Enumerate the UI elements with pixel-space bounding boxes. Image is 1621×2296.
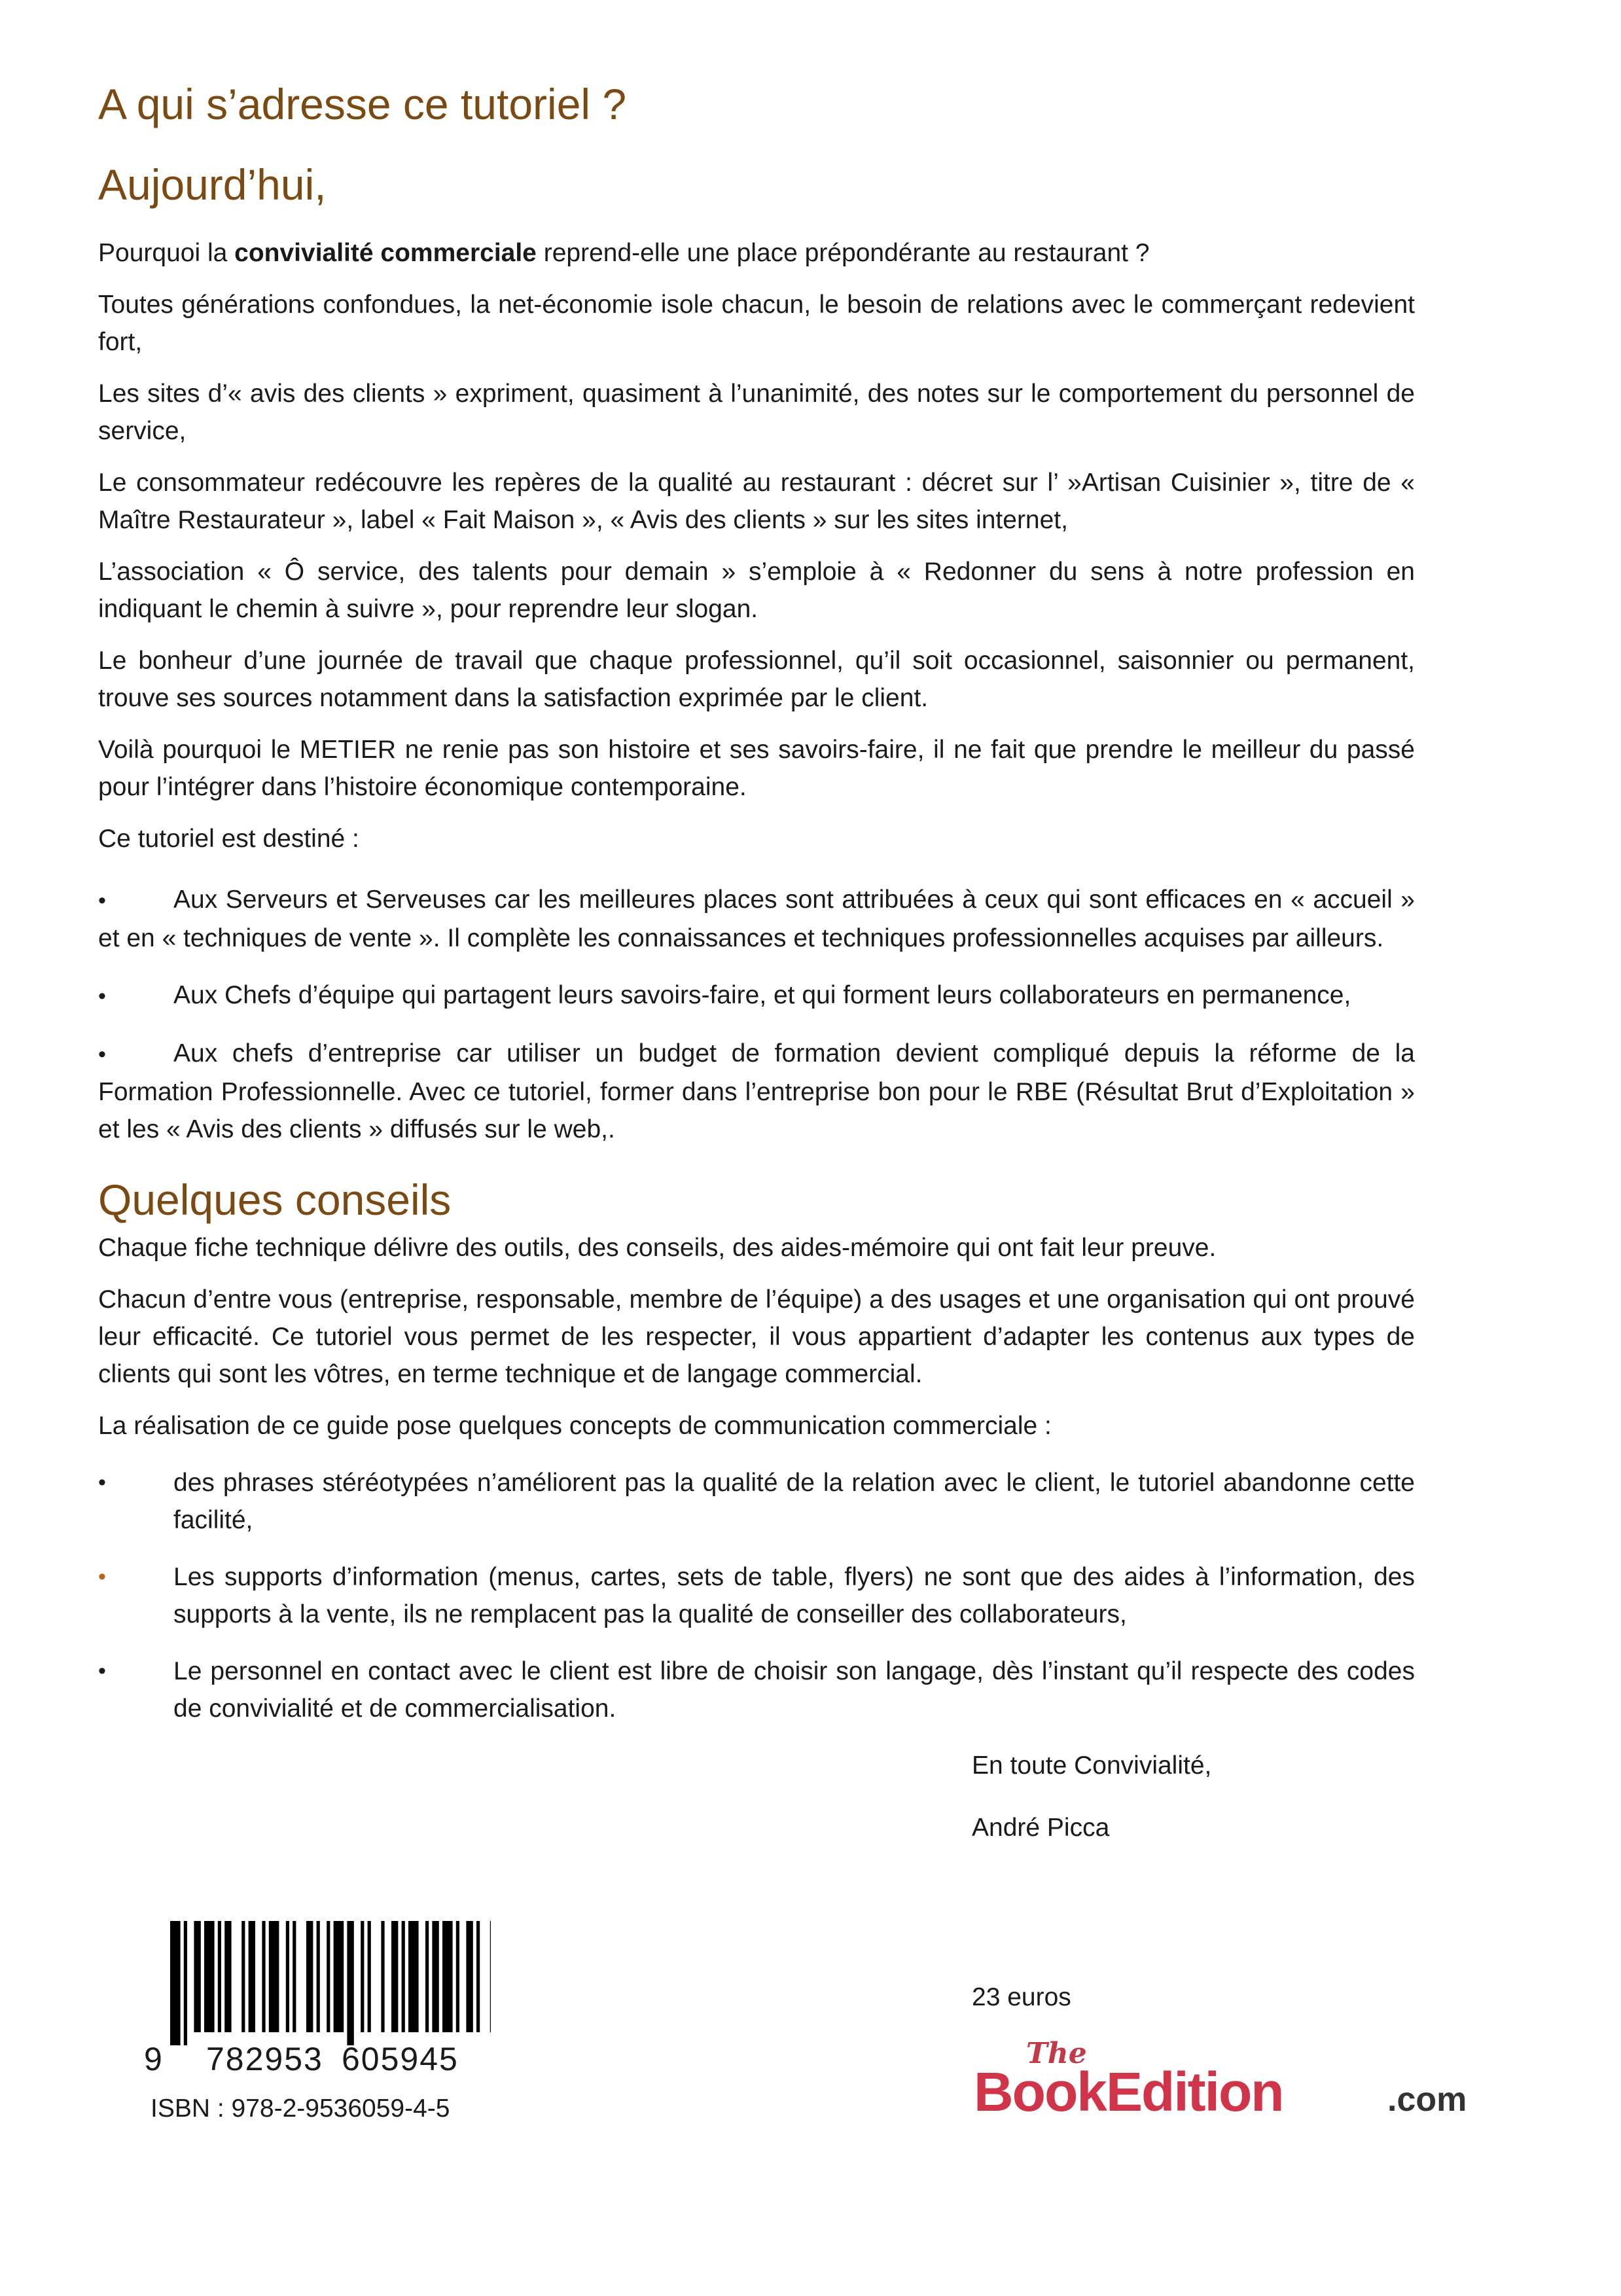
intro-text-bold: convivialité commerciale bbox=[234, 239, 537, 268]
barcode-icon bbox=[170, 1921, 491, 2045]
barcode-bar bbox=[425, 1921, 429, 2032]
list-item-text: Aux Chefs d’équipe qui partagent leurs savoirs-faire, et qui forment leurs collaborateurs en permanence, bbox=[173, 981, 1351, 1010]
paragraph: L’association « Ô service, des talents pour demain » s’emploie à « Redonner du sens à notre profession en indiquant le chemin à suivre », pour reprendre leur slogan. bbox=[98, 558, 1415, 624]
paragraph: Ce tutoriel est destiné : bbox=[98, 825, 359, 853]
paragraph: Les sites d’« avis des clients » expriment, quasiment à l’unanimité, des notes sur le comportement du personnel de service, bbox=[98, 380, 1415, 446]
barcode-bar bbox=[317, 1921, 320, 2032]
intro-text-before: Pourquoi la bbox=[98, 239, 235, 268]
paragraph: Toutes générations confondues, la net-économie isole chacun, le besoin de relations avec le commerçant redevient fort, bbox=[98, 291, 1415, 357]
barcode-bar bbox=[306, 1921, 313, 2032]
barcode-bar bbox=[432, 1921, 438, 2032]
barcode-bar bbox=[466, 1921, 472, 2032]
barcode-bar bbox=[490, 1921, 491, 2032]
bullet-icon: • bbox=[98, 1469, 106, 1495]
barcode-bar bbox=[327, 1921, 330, 2032]
price-label: 23 euros bbox=[972, 1983, 1071, 2011]
barcode-bar bbox=[170, 1921, 181, 2045]
barcode-group-1: 782953 bbox=[206, 2041, 323, 2077]
barcode-bar bbox=[262, 1921, 265, 2032]
barcode-bar bbox=[381, 1921, 384, 2032]
barcode-bar bbox=[456, 1921, 459, 2032]
section-title: Quelques conseils bbox=[98, 1175, 452, 1225]
isbn-label: ISBN : 978-2-9536059-4-5 bbox=[151, 2094, 450, 2123]
barcode bbox=[144, 1921, 491, 2077]
paragraph: Chacun d’entre vous (entreprise, responsable, membre de l’équipe) a des usages et une organisation qui ont prouvé leur efficacité. Ce tutoriel vous permet de les respecter, il vous appartient d’adapter les contenus aux types de clients qui sont les vôtres, en terme technique et de langage commercial. bbox=[98, 1285, 1415, 1388]
subheading: Aujourd’hui, bbox=[98, 160, 327, 209]
barcode-bar bbox=[269, 1921, 279, 2032]
list-item-text: des phrases stéréotypées n’améliorent pas la qualité de la relation avec le client, le tutoriel abandonne cette facilité, bbox=[173, 1468, 1415, 1534]
barcode-bar bbox=[391, 1921, 398, 2032]
paragraph: La réalisation de ce guide pose quelques concepts de communication commerciale : bbox=[98, 1411, 1052, 1440]
paragraph: Le bonheur d’une journée de travail que chaque professionnel, qu’il soit occasionnel, saisonnier ou permanent, trouve ses sources notamment dans la satisfaction exprimée par le client. bbox=[98, 647, 1415, 713]
list-item bbox=[98, 1653, 1415, 1727]
barcode-bar bbox=[361, 1921, 364, 2032]
signature-closing: En toute Convivialité, bbox=[972, 1751, 1212, 1780]
barcode-bar bbox=[368, 1921, 371, 2032]
page-content bbox=[98, 79, 1415, 1871]
barcode-bar bbox=[442, 1921, 453, 2032]
signature-block bbox=[972, 1747, 1415, 1846]
barcode-bar bbox=[286, 1921, 289, 2032]
page-title: A qui s’adresse ce tutoriel ? bbox=[98, 80, 627, 128]
list-item-text: Aux chefs d’entreprise car utiliser un budget de formation devient compliqué depuis la réforme de la Formation Professionnelle. Avec ce tutoriel, former dans l’entreprise bon pour le RBE (Résultat Brut d’Exploitation » et les « Avis des clients » diffusés sur le web,. bbox=[98, 1039, 1415, 1144]
paragraph: Voilà pourquoi le METIER ne renie pas son histoire et ses savoirs-faire, il ne fait que prendre le meilleur du passé pour l’intégrer dans l’histoire économique contemporaine. bbox=[98, 736, 1415, 802]
list-item-text: Le personnel en contact avec le client est libre de choisir son langage, dès l’instant qu’il respecte des codes de convivialité et de commercialisation. bbox=[173, 1657, 1415, 1723]
intro-text-after: reprend-elle une place prépondérante au restaurant ? bbox=[536, 239, 1150, 268]
barcode-first-digit: 9 bbox=[144, 2041, 162, 2077]
logo-the: The bbox=[1026, 2037, 1087, 2070]
list-item-text: Les supports d’information (menus, cartes, sets de table, flyers) ne sont que des aides à l’information, des supports à la vente, ils ne remplacent pas la qualité de conseiller des collaborateurs, bbox=[173, 1562, 1415, 1628]
barcode-bar bbox=[204, 1921, 215, 2032]
signature-author: André Picca bbox=[972, 1813, 1110, 1842]
bullet-icon: • bbox=[98, 1564, 106, 1589]
barcode-bar bbox=[218, 1921, 221, 2032]
barcode-bar bbox=[476, 1921, 480, 2032]
bullet-icon: • bbox=[98, 1042, 106, 1067]
bullet-icon: • bbox=[98, 888, 106, 914]
audience-list bbox=[98, 881, 1415, 1148]
bullet-icon: • bbox=[98, 984, 106, 1009]
barcode-bar bbox=[347, 1921, 353, 2045]
logo-tld: .com bbox=[1387, 2081, 1467, 2119]
list-item bbox=[98, 977, 1415, 1015]
paragraph: Chaque fiche technique délivre des outils, des conseils, des aides-mémoire qui ont fait leur preuve. bbox=[98, 1233, 1217, 1262]
advice-list bbox=[98, 1464, 1415, 1727]
barcode-bar bbox=[408, 1921, 419, 2032]
barcode-bar bbox=[194, 1921, 200, 2032]
list-item bbox=[98, 1464, 1415, 1539]
list-item bbox=[98, 881, 1415, 957]
list-item bbox=[98, 1558, 1415, 1633]
logo-main: BookEdition bbox=[974, 2061, 1283, 2123]
list-item bbox=[98, 1035, 1415, 1148]
barcode-bar bbox=[224, 1921, 231, 2032]
barcode-bar bbox=[402, 1921, 405, 2032]
bullet-icon: • bbox=[98, 1658, 106, 1683]
barcode-bar bbox=[293, 1921, 296, 2032]
barcode-bar bbox=[241, 1921, 245, 2032]
paragraph: Le consommateur redécouvre les repères de la qualité au restaurant : décret sur l’ »Artisan Cuisinier », titre de « Maître Restaurateur », label « Fait Maison », « Avis des clients » sur les sites internet, bbox=[98, 469, 1415, 535]
intro-paragraph bbox=[98, 234, 1415, 272]
barcode-bar bbox=[249, 1921, 255, 2032]
barcode-bar bbox=[184, 1921, 187, 2045]
barcode-group-2: 605945 bbox=[342, 2041, 459, 2077]
barcode-bar bbox=[334, 1921, 344, 2032]
list-item-text: Aux Serveurs et Serveuses car les meilleures places sont attribuées à ceux qui sont efficaces en « accueil » et en « techniques de vente ». Il complète les connaissances et techniques professionnelles acquises par ailleurs. bbox=[98, 886, 1415, 953]
